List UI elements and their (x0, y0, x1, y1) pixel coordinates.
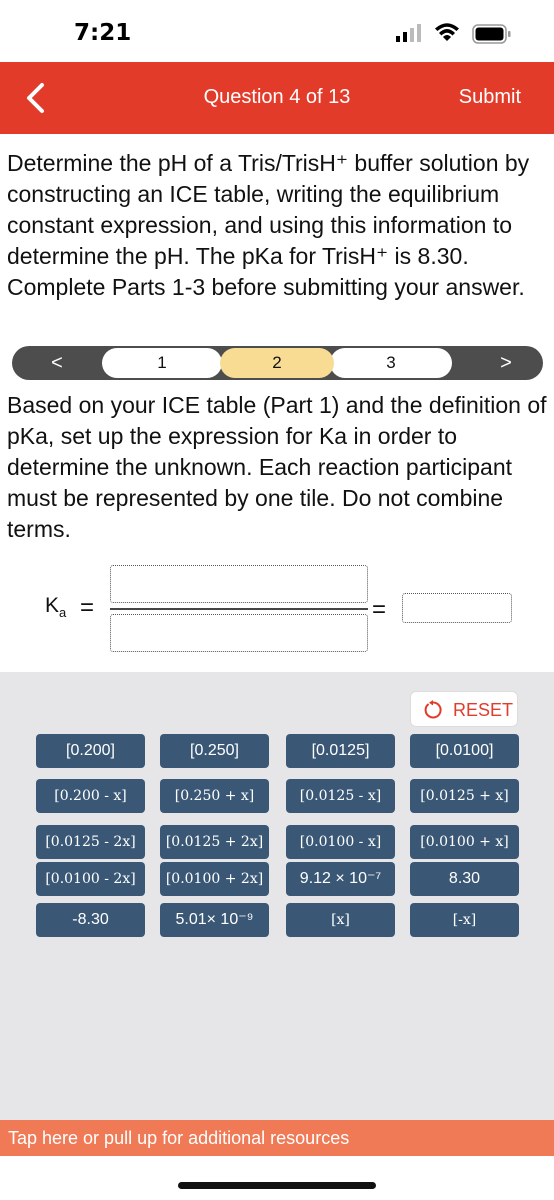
answer-tile[interactable]: [0.0100 - 2x] (36, 862, 145, 896)
numerator-drop-zone[interactable] (110, 565, 368, 603)
question-prompt: Determine the pH of a Tris/TrisH⁺ buffer solution by constructing an ICE table, writing the equilibrium constant expression, and using this information to determine the pH. The pKa for TrisH⁺ is 8.30. Complete Parts 1-3 before submitting your answer. (7, 150, 530, 300)
answer-tile[interactable]: [0.200 - x] (36, 779, 145, 813)
fraction-bar (110, 608, 368, 610)
answer-tile[interactable]: [0.0100] (410, 734, 519, 768)
answer-tile[interactable]: [-x] (410, 903, 519, 937)
answer-tile[interactable]: [0.250] (160, 734, 269, 768)
result-drop-zone[interactable] (402, 593, 512, 623)
ka-subscript: a (59, 605, 67, 621)
answer-tile[interactable]: [0.250 + x] (160, 779, 269, 813)
answer-tile[interactable]: 9.12 × 10⁻⁷ (286, 862, 395, 896)
denominator-drop-zone[interactable] (110, 614, 368, 652)
answer-tile[interactable]: [0.0125 + 2x] (160, 825, 269, 859)
answer-tile[interactable]: [0.0125] (286, 734, 395, 768)
answer-tile[interactable]: -8.30 (36, 903, 145, 937)
ka-symbol (45, 594, 66, 620)
answer-tile[interactable]: [0.0125 + x] (410, 779, 519, 813)
part-tab-3[interactable] (330, 348, 452, 378)
part-instructions: Based on your ICE table (Part 1) and the definition of pKa, set up the expression for Ka in order to determine the unknown. Each reaction participant must be represented by one tile. Do not combine terms. (7, 392, 547, 542)
answer-tile[interactable]: [0.0100 - x] (286, 825, 395, 859)
wifi-icon (434, 22, 460, 42)
part-tab-label: 3 (386, 353, 396, 372)
part-tab-label: 1 (157, 353, 167, 372)
cellular-signal-icon (396, 24, 422, 42)
part-tab-1[interactable] (102, 348, 222, 378)
answer-tile[interactable]: [0.200] (36, 734, 145, 768)
additional-resources-text: Tap here or pull up for additional resources (8, 1128, 350, 1148)
reset-icon (423, 700, 443, 720)
part-navigator (12, 346, 543, 380)
submit-button[interactable]: Submit (458, 86, 521, 108)
status-bar (0, 0, 554, 62)
reset-label: RESET (453, 700, 514, 720)
additional-resources-bar[interactable] (0, 1120, 554, 1156)
answer-tile[interactable]: [0.0100 + x] (410, 825, 519, 859)
question-counter: Question 4 of 13 (203, 86, 351, 108)
answer-tile[interactable]: [0.0125 - 2x] (36, 825, 145, 859)
status-time: 7:21 (74, 20, 132, 46)
previous-part-button[interactable]: < (51, 352, 63, 374)
equals-sign: = (372, 596, 387, 623)
answer-tile[interactable]: [x] (286, 903, 395, 937)
question-header (0, 62, 554, 134)
battery-icon (472, 24, 512, 44)
answer-tile[interactable]: 8.30 (410, 862, 519, 896)
ka-letter: K (45, 594, 60, 617)
home-indicator (178, 1182, 376, 1189)
answer-tile[interactable]: [0.0100 + 2x] (160, 862, 269, 896)
answer-tile[interactable]: [0.0125 - x] (286, 779, 395, 813)
answer-tile[interactable]: 5.01× 10⁻⁹ (160, 903, 269, 937)
part-tab-label: 2 (272, 353, 282, 372)
equals-sign: = (80, 594, 95, 621)
part-tab-2-current[interactable] (220, 348, 334, 378)
reset-button[interactable] (410, 691, 518, 727)
next-part-button[interactable]: > (500, 352, 512, 374)
